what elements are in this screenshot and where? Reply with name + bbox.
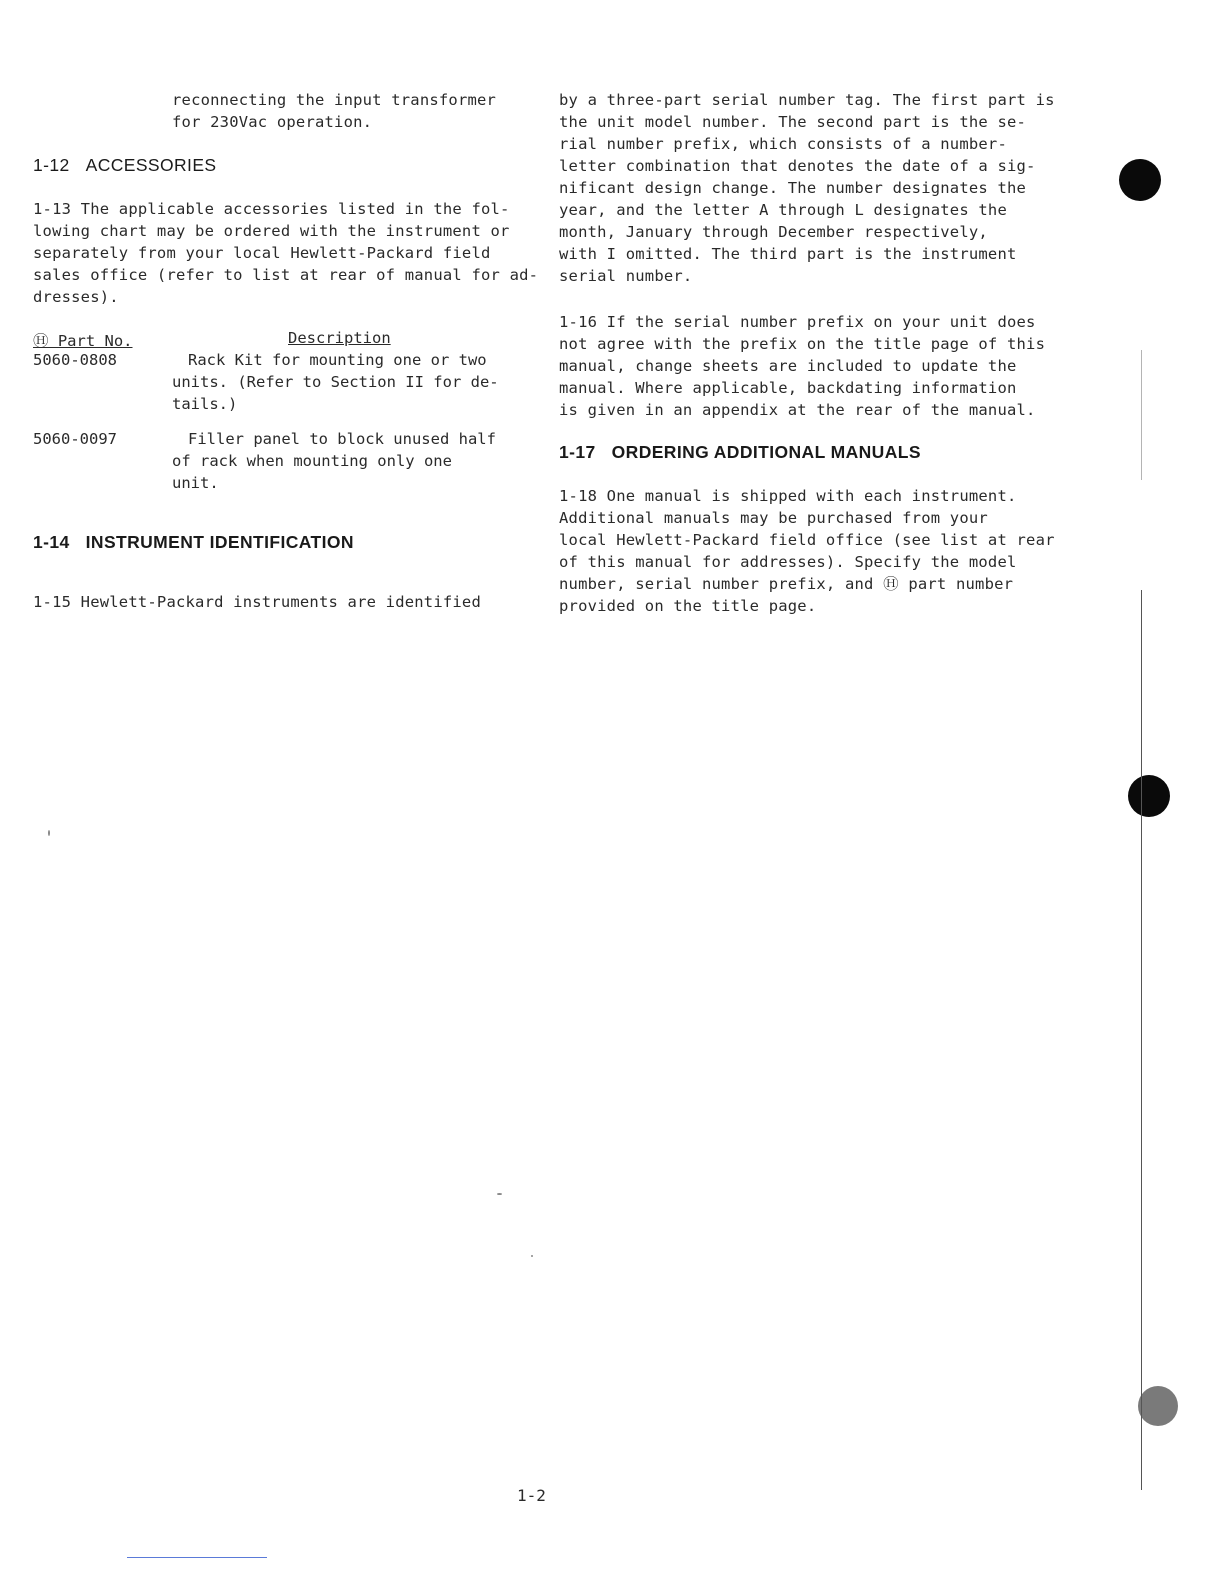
paragraph-line: letter combination that denotes the date of a sig- <box>559 157 1036 175</box>
description-line: tails.) <box>172 395 238 413</box>
section-heading-instrument-identification <box>33 532 354 553</box>
paragraph-line: nificant design change. The number designates the <box>559 179 1027 197</box>
description-line: Rack Kit for mounting one or two <box>188 351 487 369</box>
paragraph-1-15-continued <box>559 89 1055 287</box>
part-description <box>172 428 502 494</box>
part-number: 5060-0808 <box>33 351 117 369</box>
paragraph-line: 1-16 If the serial number prefix on your unit does <box>559 313 1036 331</box>
paragraph-line: year, and the letter A through L designates the <box>559 201 1007 219</box>
paragraph-line: rial number prefix, which consists of a number- <box>559 135 1007 153</box>
paragraph-line: manual. Where applicable, backdating information <box>559 379 1017 397</box>
section-number: 1-12 <box>33 155 70 175</box>
description-line: unit. <box>172 474 219 492</box>
paragraph-line: is given in an appendix at the rear of the manual. <box>559 401 1036 419</box>
blue-rule <box>127 1557 267 1558</box>
scan-speck <box>48 830 50 836</box>
description-line: Filler panel to block unused half <box>188 430 496 448</box>
section-number: 1-14 <box>33 532 70 552</box>
paragraph-line: with I omitted. The third part is the instrument <box>559 245 1017 263</box>
paragraph-line: manual, change sheets are included to update the <box>559 357 1017 375</box>
paragraph-line: local Hewlett-Packard field office (see list at rear <box>559 531 1055 549</box>
paragraph-line: Additional manuals may be purchased from your <box>559 509 988 527</box>
description-line: of rack when mounting only one <box>172 452 452 470</box>
intro-line-1: reconnecting the input transformer <box>172 91 497 109</box>
section-number: 1-17 <box>559 442 596 462</box>
binder-hole-bottom <box>1138 1386 1178 1426</box>
paragraph-line: not agree with the prefix on the title page of this <box>559 335 1046 353</box>
paragraph-1-16 <box>559 311 1045 421</box>
scan-speck <box>531 1255 533 1257</box>
binder-hole-top <box>1119 159 1161 201</box>
scan-speck <box>497 1193 502 1195</box>
page-number: 1-2 <box>517 1486 546 1505</box>
paragraph-line: dresses). <box>33 288 119 306</box>
paragraph-line: of this manual for addresses). Specify the model <box>559 553 1017 571</box>
page-edge-line <box>1141 350 1142 480</box>
column-header-description: Description <box>288 329 391 347</box>
paragraph-line: serial number. <box>559 267 693 285</box>
binder-hole-middle <box>1128 775 1170 817</box>
paragraph-line: month, January through December respectively, <box>559 223 988 241</box>
paragraph-1-15: 1-15 Hewlett-Packard instruments are identified <box>33 593 481 611</box>
paragraph-1-13 <box>33 198 538 308</box>
description-line: units. (Refer to Section II for de- <box>172 373 499 391</box>
paragraph-line: number, serial number prefix, and Ⓗ part number <box>559 575 1014 593</box>
section-heading-ordering-manuals <box>559 442 921 463</box>
section-title: ORDERING ADDITIONAL MANUALS <box>611 442 921 462</box>
part-number: 5060-0097 <box>33 430 117 448</box>
paragraph-line: separately from your local Hewlett-Packard field <box>33 244 491 262</box>
paragraph-line: the unit model number. The second part is the se- <box>559 113 1027 131</box>
intro-line-2: for 230Vac operation. <box>172 113 373 131</box>
section-title: INSTRUMENT IDENTIFICATION <box>85 532 354 552</box>
section-title: ACCESSORIES <box>85 155 217 175</box>
part-description <box>172 349 502 415</box>
paragraph-line: sales office (refer to list at rear of manual for ad- <box>33 266 539 284</box>
paragraph-line: lowing chart may be ordered with the instrument or <box>33 222 510 240</box>
paragraph-line: provided on the title page. <box>559 597 817 615</box>
paragraph-1-18 <box>559 485 1055 617</box>
intro-paragraph <box>172 89 496 133</box>
paragraph-line: 1-13 The applicable accessories listed in the fol- <box>33 200 510 218</box>
column-header-part-no: Ⓗ Part No. <box>33 332 133 350</box>
page-edge-line <box>1141 590 1142 1490</box>
paragraph-line: by a three-part serial number tag. The first part is <box>559 91 1055 109</box>
section-heading-accessories <box>33 155 216 176</box>
paragraph-line: 1-18 One manual is shipped with each instrument. <box>559 487 1017 505</box>
